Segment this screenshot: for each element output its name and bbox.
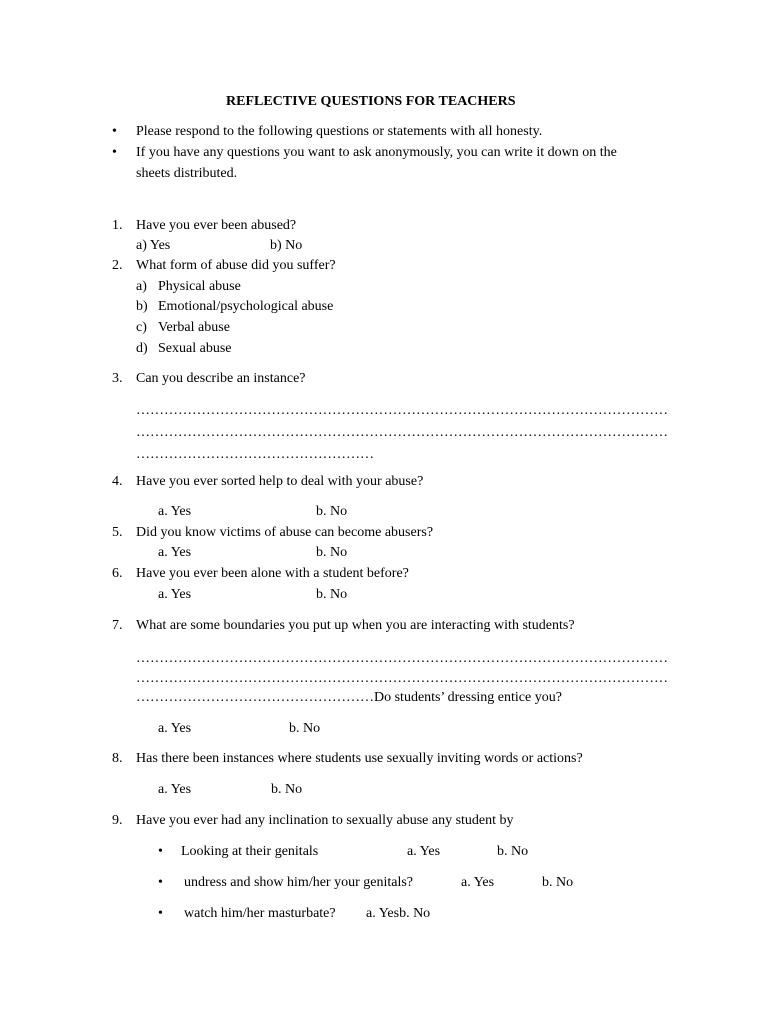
q6-option-no: b. No bbox=[316, 587, 348, 602]
question-7-text: What are some boundaries you put up when you are interacting with students? bbox=[136, 618, 575, 633]
question-number: 8. bbox=[112, 751, 123, 766]
q9-item-undress-no: b. No bbox=[542, 875, 574, 890]
question-1-text: Have you ever been abused? bbox=[136, 218, 297, 233]
q1-option-no: b) No bbox=[270, 238, 303, 253]
question-3-text: Can you describe an instance? bbox=[136, 371, 306, 386]
question-6-text: Have you ever been alone with a student before? bbox=[136, 566, 409, 581]
intro-instruction-1: Please respond to the following questions or statements with all honesty. bbox=[136, 124, 543, 139]
question-9-text: Have you ever had any inclination to sexually abuse any student by bbox=[136, 813, 514, 828]
question-5-text: Did you know victims of abuse can become abusers? bbox=[136, 525, 434, 540]
intro-bullet-glyph: • bbox=[112, 124, 117, 139]
answer-line: …………………………………………………………………………………………………… bbox=[136, 671, 668, 686]
intro-bullet-glyph: • bbox=[112, 145, 117, 160]
question-number: 9. bbox=[112, 813, 123, 828]
option-label: d) bbox=[136, 341, 148, 356]
q5-option-no: b. No bbox=[316, 545, 348, 560]
intro-instruction-2: If you have any questions you want to ask anonymously, you can write it down on the bbox=[136, 145, 617, 160]
q4-option-no: b. No bbox=[316, 504, 348, 519]
question-number: 3. bbox=[112, 371, 123, 386]
intro-instruction-2-cont: sheets distributed. bbox=[136, 166, 238, 181]
question-number: 6. bbox=[112, 566, 123, 581]
q9-item-looking: Looking at their genitals bbox=[181, 844, 319, 859]
q7-option-yes: a. Yes bbox=[158, 721, 192, 736]
question-8-text: Has there been instances where students use sexually inviting words or actions? bbox=[136, 751, 583, 766]
option-label: a) bbox=[136, 279, 147, 294]
q9-item-undress-yes: a. Yes bbox=[461, 875, 495, 890]
q2-option-physical: Physical abuse bbox=[158, 279, 241, 294]
page-title: REFLECTIVE QUESTIONS FOR TEACHERS bbox=[226, 94, 516, 109]
answer-line: …………………………………………………………………………………………………… bbox=[136, 403, 668, 418]
q8-option-yes: a. Yes bbox=[158, 782, 192, 797]
q5-option-yes: a. Yes bbox=[158, 545, 192, 560]
question-4-text: Have you ever sorted help to deal with your abuse? bbox=[136, 474, 424, 489]
option-label: b) bbox=[136, 299, 148, 314]
question-number: 5. bbox=[112, 525, 123, 540]
question-number: 4. bbox=[112, 474, 123, 489]
q2-option-sexual: Sexual abuse bbox=[158, 341, 232, 356]
q1-option-yes: a) Yes bbox=[136, 238, 171, 253]
answer-line-with-question: ……………………………………………Do students’ dressing entice you? bbox=[136, 690, 562, 705]
question-number: 7. bbox=[112, 618, 123, 633]
bullet-glyph: • bbox=[158, 906, 163, 921]
option-label: c) bbox=[136, 320, 147, 335]
question-2-text: What form of abuse did you suffer? bbox=[136, 258, 336, 273]
q8-option-no: b. No bbox=[271, 782, 303, 797]
bullet-glyph: • bbox=[158, 844, 163, 859]
question-number: 1. bbox=[112, 218, 123, 233]
answer-line: …………………………………………………………………………………………………… bbox=[136, 651, 668, 666]
q9-item-looking-yes: a. Yes bbox=[407, 844, 441, 859]
q2-option-emotional: Emotional/psychological abuse bbox=[158, 299, 334, 314]
q9-item-watch-options: a. Yesb. No bbox=[366, 906, 431, 921]
answer-line: …………………………………………… bbox=[136, 447, 374, 462]
bullet-glyph: • bbox=[158, 875, 163, 890]
q9-item-looking-no: b. No bbox=[497, 844, 529, 859]
q7-option-no: b. No bbox=[289, 721, 321, 736]
q9-item-undress: undress and show him/her your genitals? bbox=[184, 875, 414, 890]
q9-item-watch: watch him/her masturbate? bbox=[184, 906, 336, 921]
question-number: 2. bbox=[112, 258, 123, 273]
q2-option-verbal: Verbal abuse bbox=[158, 320, 230, 335]
q4-option-yes: a. Yes bbox=[158, 504, 192, 519]
answer-line: …………………………………………………………………………………………………… bbox=[136, 425, 668, 440]
q6-option-yes: a. Yes bbox=[158, 587, 192, 602]
